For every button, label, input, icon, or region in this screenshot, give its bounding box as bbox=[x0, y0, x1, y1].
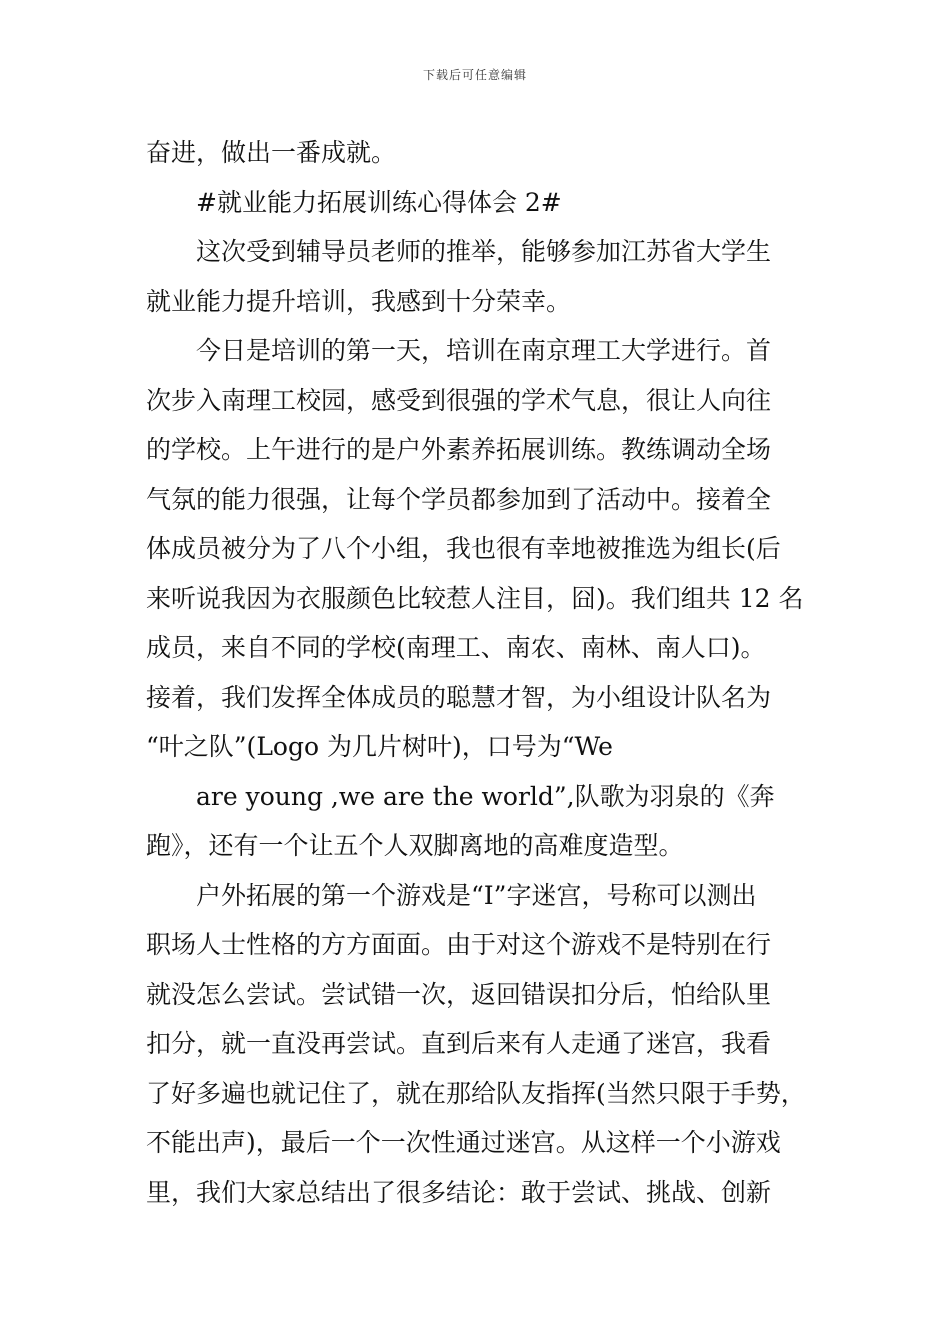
text-line-17: 职场人士性格的方方面面。由于对这个游戏不是特别在行 bbox=[146, 930, 772, 959]
text-line-22: 里，我们大家总结出了很多结论：敢于尝试、挑战、创新 bbox=[146, 1177, 772, 1207]
text-line-5: 今日是培训的第一天，培训在南京理工大学进行。首 bbox=[196, 336, 772, 365]
text-line-9: 体成员被分为了八个小组，我也很有幸地被推选为组长(后 bbox=[146, 534, 781, 563]
text-line-21: 不能出声)，最后一个一次性通过迷宫。从这样一个小游戏 bbox=[146, 1128, 781, 1157]
document-body bbox=[146, 128, 816, 1217]
text-line-7: 的学校。上午进行的是户外素养拓展训练。教练调动全场 bbox=[146, 435, 772, 464]
text-line-8: 气氛的能力很强，让每个学员都参加到了活动中。接着全 bbox=[146, 484, 772, 514]
text-line-15: 跑》，还有一个让五个人双脚离地的高难度造型。 bbox=[146, 831, 684, 860]
text-line-18: 就没怎么尝试。尝试错一次，返回错误扣分后，怕给队里 bbox=[146, 979, 772, 1009]
text-line-1: 奋进，做出一番成就。 bbox=[146, 138, 397, 167]
text-line-13: “叶之队”(Logo 为几片树叶)，口号为“We bbox=[146, 732, 613, 761]
text-line-10: 来听说我因为衣服颜色比较惹人注目，囧)。我们组共 12 名 bbox=[146, 583, 804, 613]
text-line-16: 户外拓展的第一个游戏是“I”字迷宫，号称可以测出 bbox=[196, 880, 757, 910]
section-heading: #就业能力拓展训练心得体会 2# bbox=[196, 187, 562, 217]
text-line-19: 扣分，就一直没再尝试。直到后来有人走通了迷宫，我看 bbox=[146, 1029, 772, 1058]
text-line-14: are young ,we are the world”,队歌为羽泉的《奔 bbox=[196, 781, 775, 811]
text-line-20: 了好多遍也就记住了，就在那给队友指挥(当然只限于手势， bbox=[146, 1078, 806, 1108]
text-line-6: 次步入南理工校园，感受到很强的学术气息，很让人向往 bbox=[146, 385, 772, 415]
text-line-11: 成员，来自不同的学校(南理工、南农、南林、南人口)。 bbox=[146, 633, 766, 662]
page-header: 下载后可任意编辑 bbox=[422, 68, 527, 82]
text-line-3: 这次受到辅导员老师的推举，能够参加江苏省大学生 bbox=[196, 237, 772, 266]
text-line-4: 就业能力提升培训，我感到十分荣幸。 bbox=[146, 286, 572, 316]
text-line-12: 接着，我们发挥全体成员的聪慧才智，为小组设计队名为 bbox=[146, 682, 772, 712]
